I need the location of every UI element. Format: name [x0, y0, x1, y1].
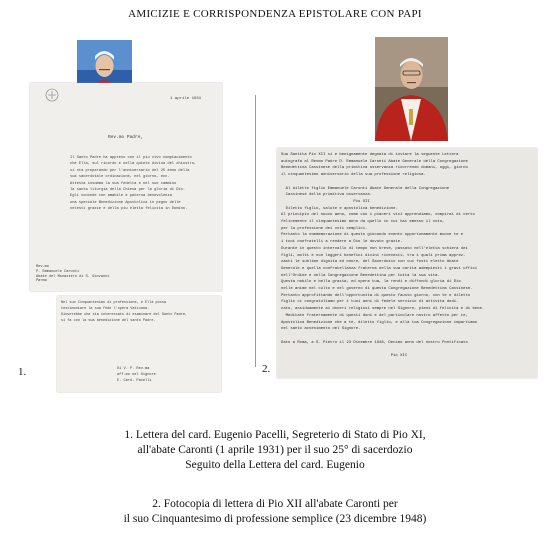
letter-pacelli-page-2: [57, 296, 221, 392]
caption-1-line-2: all'abate Caronti (1 aprile 1931) per il suo 25° di sacerdozio: [137, 444, 413, 456]
figure-label-1: 1.: [18, 366, 27, 378]
page-title: AMICIZIE E CORRISPONDENZA EPISTOLARE CON PAPI: [128, 8, 422, 20]
portrait-pius-xii: [375, 37, 448, 141]
caption-1-line-1: 1. Lettera del card. Eugenio Pacelli, Segreterio di Stato di Pio XI,: [124, 429, 426, 441]
letter-1-signoff: Di V. P. Rev.ma aff.mo nel Signore E. Card. Pacelli: [117, 367, 156, 383]
letter-1-addressee: Rev.mo P. Emmanuele Caronti Abate del Monastero di S. Giovanni Parma: [36, 265, 110, 284]
caption-figure-1: [0, 428, 550, 473]
caption-figure-2: [0, 497, 550, 527]
caption-2-line-2: il suo Cinquantesimo di professione semplice (23 dicembre 1948): [123, 513, 427, 525]
letter-pius-xii: [277, 148, 537, 378]
letter-1-body: Il Santo Padre ha appreso con il piu vivo compiacimento che Ella, sul ricordo e nella quiete divina del chiostro, si sta preparando per l'anniversario del 25 anno della sua sacerdotale ordinazione, nel giorno, ecc. Attesta insomma la sua fedelta e nel suo cammino la santa liturgia della Chiesa per la gloria di Dio. Egli concede con amabile e paterna benevolenza una speciale Benedizione Apostolica in pegno delle celesti grazie e della piu eletta felicita in Domino.: [70, 156, 197, 212]
letter-2-body: Sua Santita Pio XII si e benignamente degnata di inviare la seguente Lettera autografa al Revmo Padre D. Emmanuele Caronti Abate Generale della Congregazione Benedettina Cassinese della primitiva osservanza ricorrendo domani, oggi, giorno il cinquantesimo anniversario della sua professione religiosa. Al diletto figlio Emmanuele Caronti Abate Generale della Congregazione Cassinese della primitiva osservanza. Pio XII Diletto figlio, salute e apostolica benedizione. Al principio del nuovo anno, come con i piaceri vivi apprendiamo, compirai di certo felicemente il cinquantesimo anno da quello in cui hai emesso il voto, per la professione dei voti semplici. Pertanto la commemorazione di questo giocondo evento opportunamente muove te e i tuoi confratelli a rendere a Dio le dovute grazie. Durante in questo intervallo di tempo non breve, passato nell'eletta schiera dei figli, molti e non leggeri benefici divini ricevesti, tra i quali prima apprez- zasti le sublime dignita ed onore, del Sacerdozio con cui fosti eletto Abate Generale e quella confratellanza fraterna nella sua carita adempiesti i gravi uffici nell'Ordine e nella Congregazione Benedettina per tutta la sua vita. Questa nobile e bella grazia, ed opera tua, la rendi e diffondi gloria di Dio nelle anime nel culto e nel governo di questa Congregazione Benedettina Cassinese. Pertanto approfittando dell'opportunita di questo fausto giorno, con te e diletto figlio ci congratuliamo per i tuoi anni di fedele servizio di attivita dedi- cato, assiduamente ai doveri religiosi sempre nel Signore, pieni di felicita e di bene. Meditate fraternamente di questi doni e del particolare nostro affetto per te, Apostolica Benedizione che a te, diletto figlio, e alla tua Congregazione impartiamo nel santo avvenimento del Signore. Dato a Roma, a S. Pietro il 23 Dicembre 1948, Decimo anno del nostro Pontificato Pio XII: [281, 153, 485, 359]
letter-1-continuation: Nel suo Cinquantesimo di professione, e Ella possa testimoniare la sua fede l'opera Vaticana. Gioverebbe che sia interessato di esaminare del Santo Padre, si fa con la sua benedizione del santo Padre.: [61, 301, 188, 323]
letter-1-date: 1 aprile 1931: [170, 97, 202, 101]
caption-2-line-1: 2. Fotocopia di lettera di Pio XII all'abate Caronti per: [152, 498, 398, 510]
column-divider: [255, 95, 256, 367]
letter-pacelli-page-1: [30, 83, 222, 291]
letter-1-salutation: Rev.mo Padre,: [108, 135, 144, 140]
caption-1-line-3: Seguito della Lettera del card. Eugenio: [185, 459, 365, 471]
figure-label-2: 2.: [262, 363, 271, 375]
